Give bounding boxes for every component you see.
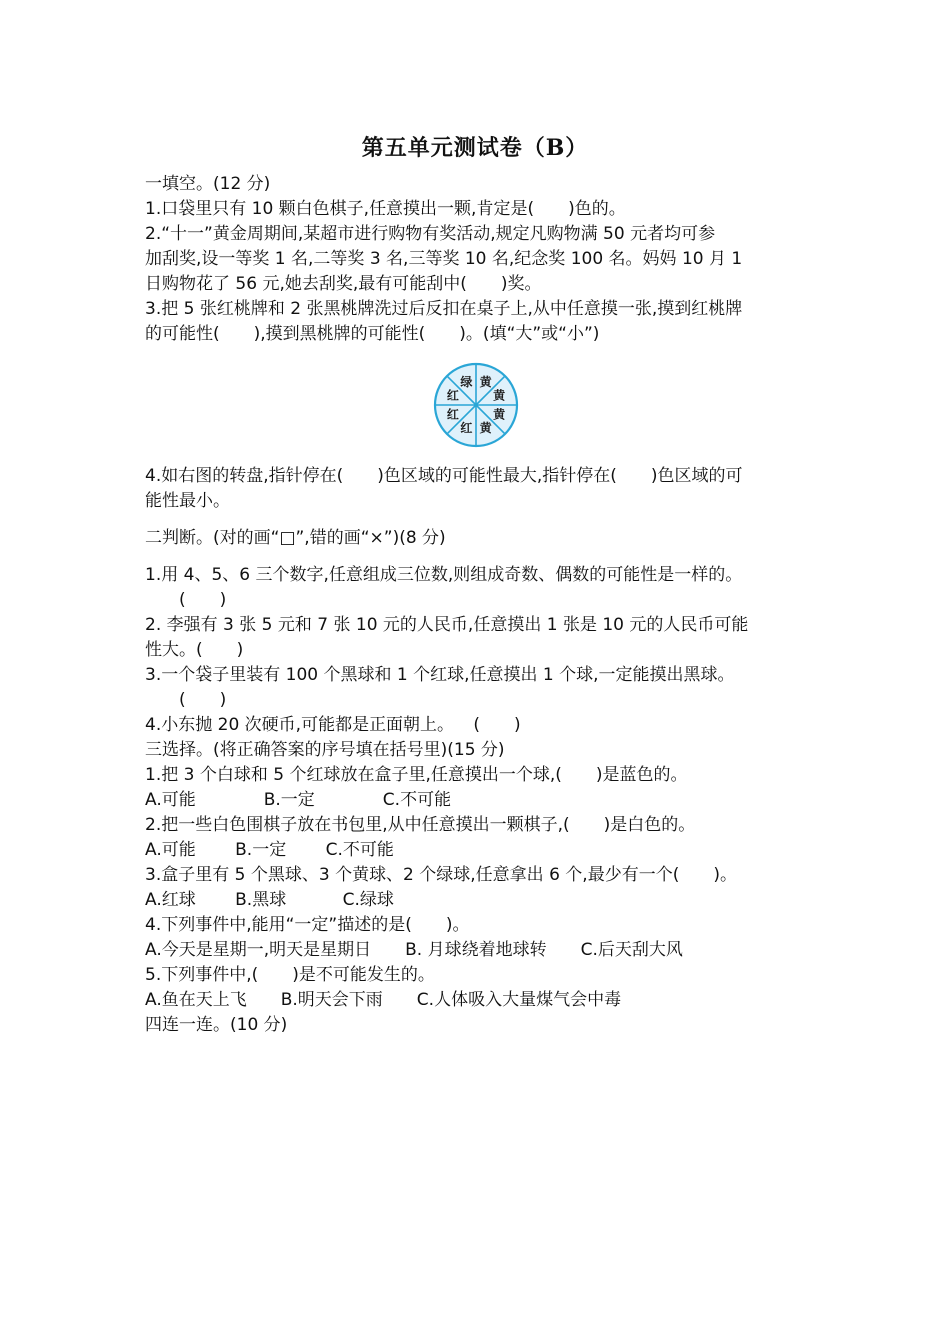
s3-line: A.可能 B.一定 C.不可能 <box>145 840 394 860</box>
spinner-segment-label: 黄 <box>493 407 506 422</box>
s2-q2-line: 2. 李强有 3 张 5 元和 7 张 10 元的人民币,任意摸出 1 张是 10 元的人民币可能 <box>145 615 749 635</box>
s2-q4-line: 4.小东抛 20 次硬币,可能都是正面朝上。 ( ) <box>145 715 521 735</box>
s1-q2-line: 2.“十一”黄金周期间,某超市进行购物有奖活动,规定凡购物满 50 元者均可参 <box>145 224 716 244</box>
s2-q1-line: ( ) <box>145 590 227 610</box>
s3-line: 2.把一些白色围棋子放在书包里,从中任意摸出一颗棋子,( )是白色的。 <box>145 815 696 835</box>
s3-line: 3.盒子里有 5 个黑球、3 个黄球、2 个绿球,任意拿出 6 个,最少有一个( )。 <box>145 865 737 885</box>
s1-q4-line: 4.如右图的转盘,指针停在( )色区域的可能性最大,指针停在( )色区域的可 <box>145 466 743 486</box>
spinner-segment-label: 红 <box>460 421 473 436</box>
s3-line: 1.把 3 个白球和 5 个红球放在盒子里,任意摸出一个球,( )是蓝色的。 <box>145 765 688 785</box>
section2-heading: 二判断。(对的画“□”,错的画“×”)(8 分) <box>145 528 446 548</box>
s1-q3-line: 3.把 5 张红桃牌和 2 张黑桃牌洗过后反扣在桌子上,从中任意摸一张,摸到红桃牌 <box>145 299 743 319</box>
spinner-segment-label: 黄 <box>479 374 492 389</box>
spinner-segment-label: 绿 <box>460 374 473 389</box>
s2-q3-line: ( ) <box>145 690 227 710</box>
page-title: 第五单元测试卷（B） <box>361 135 589 161</box>
spinner-segment-label: 红 <box>446 388 459 403</box>
s2-q2-line: 性大。( ) <box>145 640 244 660</box>
section3-heading: 三选择。(将正确答案的序号填在括号里)(15 分) <box>145 740 505 760</box>
s1-q4-line: 能性最小。 <box>145 491 230 511</box>
s2-q1-line: 1.用 4、5、6 三个数字,任意组成三位数,则组成奇数、偶数的可能性是一样的。 <box>145 565 743 585</box>
s3-line: A.红球 B.黑球 C.绿球 <box>145 890 394 910</box>
s3-line: A.可能 B.一定 C.不可能 <box>145 790 452 810</box>
s1-q2-line: 日购物花了 56 元,她去刮奖,最有可能刮中( )奖。 <box>145 274 542 294</box>
s3-line: 4.下列事件中,能用“一定”描述的是( )。 <box>145 915 470 935</box>
s1-q1-line: 1.口袋里只有 10 颗白色棋子,任意摸出一颗,肯定是( )色的。 <box>145 199 626 219</box>
s3-line: A.鱼在天上飞 B.明天会下雨 C.人体吸入大量煤气会中毒 <box>145 990 622 1010</box>
spinner-segment-label: 黄 <box>479 421 492 436</box>
spinner-pointer-pivot <box>474 403 478 407</box>
spinner-segment-label: 黄 <box>493 388 506 403</box>
s1-q2-line: 加刮奖,设一等奖 1 名,二等奖 3 名,三等奖 10 名,纪念奖 100 名。妈妈 10 月 1 <box>145 249 743 269</box>
s1-q3-line: 的可能性( ),摸到黑桃牌的可能性( )。(填“大”或“小”) <box>145 324 600 344</box>
s2-q3-line: 3.一个袋子里装有 100 个黑球和 1 个红球,任意摸出 1 个球,一定能摸出黑球。 <box>145 665 735 685</box>
worksheet-content <box>145 172 815 1038</box>
s3-line: 5.下列事件中,( )是不可能发生的。 <box>145 965 435 985</box>
section4-heading: 四连一连。(10 分) <box>145 1015 288 1035</box>
s3-line: A.今天是星期一,明天是星期日 B. 月球绕着地球转 C.后天刮大风 <box>145 940 683 960</box>
spinner-figure-area <box>145 347 815 464</box>
section1-heading: 一填空。(12 分) <box>145 174 271 194</box>
spinner-wheel <box>432 361 520 449</box>
spinner-segment-label: 红 <box>446 407 459 422</box>
